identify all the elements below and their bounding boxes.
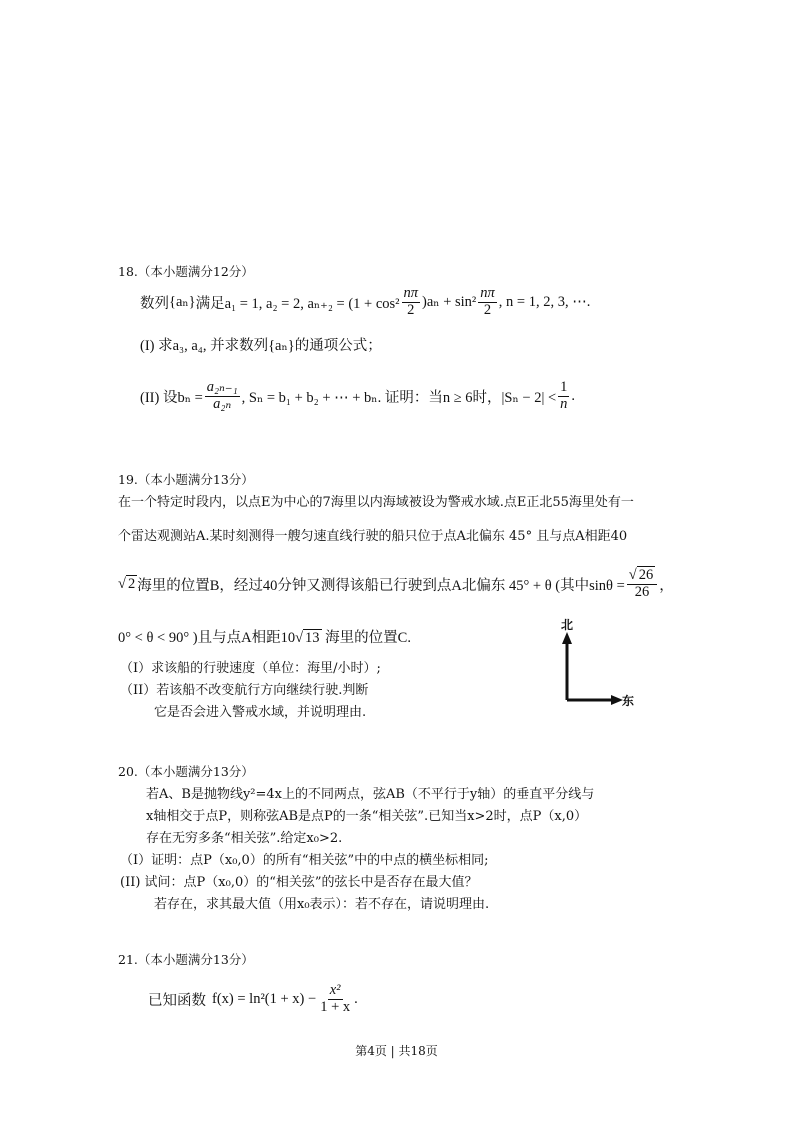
q19-line4 <box>118 626 411 647</box>
q20-line2: x轴相交于点P，则称弦AB是点P的一条“相关弦”.已知当x>2时，点P（x,0） <box>146 809 588 824</box>
q21-end: . <box>354 990 358 1007</box>
q19-line1: 在一个特定时段内，以点E为中心的7海里以内海域被设为警戒水域.点E正北55海里处有一 <box>118 495 634 510</box>
q18-part2-end: . <box>571 387 576 404</box>
q19-part1: （I）求该船的行驶速度（单位：海里/小时）; <box>120 661 381 676</box>
q18-header: 18.（本小题满分12分） <box>118 264 254 279</box>
q18-part2-fraction: $\frac{\text{a₂ₙ₋₁}}{\text{a₂ₙ}}$ <box>206 378 238 412</box>
q19-line2: 个雷达观测站A.某时刻测得一艘匀速直线行驶的船只位于点A北偏东 45° 且与点A相距40 <box>118 529 628 544</box>
q18-index-range: , n = 1, 2, 3, ⋯. <box>498 293 591 310</box>
page-footer: 第4页 | 共18页 <box>355 1044 438 1058</box>
q18-sequence: {aₙ} <box>169 293 196 310</box>
q19-line3-end: ， <box>659 577 674 594</box>
q20-header: 20.（本小题满分13分） <box>118 764 254 779</box>
q19-sin-fraction: $\frac{√ 26}{26}$ <box>627 568 657 601</box>
q20-part2: (II) 试问：点P（x₀,0）的“相关弦”的弦长中是否存在最大值？ <box>120 875 478 890</box>
q19-line3 <box>118 562 674 606</box>
q18-part2-prefix: (II) 设bₙ = <box>140 389 203 406</box>
north-label: 北 <box>561 618 574 632</box>
q19-sqrt13: √ 13 <box>295 630 320 646</box>
q18-fraction-a: $\frac{n\pi}{2}$ <box>403 284 419 318</box>
q19-sqrt2: √ 2 <box>118 575 136 592</box>
q20-line1: 若A、B是抛物线y²=4x上的不同两点，弦AB（不平行于y轴）的垂直平分线与 <box>146 787 595 802</box>
q18-prefix: 数列 <box>140 295 169 312</box>
q18-fraction-b: $\frac{n\pi}{2}$ <box>480 284 495 318</box>
q19-part2b: 它是否会进入警戒水域，并说明理由. <box>154 705 367 720</box>
q20-line3: 存在无穷多条“相关弦”.给定x₀>2. <box>146 831 343 846</box>
q19-line4-a: 0° < θ < 90° )且与点A相距10 <box>118 630 296 646</box>
q21-prefix: 已知函数 <box>148 992 206 1009</box>
q19-part2: （II）若该船不改变航行方向继续行驶.判断 <box>120 683 369 698</box>
q18-part2-statement: , Sₙ = b₁ + b₂ + ⋯ + bₙ. 证明：当n ≥ 6时，|Sₙ − 2| < <box>241 389 557 406</box>
q21-function <box>148 976 358 1022</box>
q19-line3-text: 海里的位置B，经过40分钟又测得该船已行驶到点A北偏东 45° + θ (其中sinθ = <box>137 577 625 594</box>
q21-formula: f(x) = ln²(1 + x) − <box>212 990 317 1007</box>
q18-recurrence-b: )aₙ + sin² <box>422 293 477 310</box>
q20-part1: （I）证明：点P（x₀,0）的所有“相关弦”中的中点的横坐标相同; <box>120 853 489 868</box>
q18-statement <box>140 285 590 319</box>
east-label: 东 <box>622 694 635 708</box>
q19-header: 19.（本小题满分13分） <box>118 472 254 487</box>
q18-part1: (I) 求a₃, a₄, 并求数列{aₙ}的通项公式； <box>140 338 382 354</box>
q18-recurrence: 满足a₁ = 1, a₂ = 2, aₙ₊₂ = (1 + cos² <box>195 295 400 312</box>
q18-part2 <box>140 373 575 419</box>
q18-part2-bound: $\frac{1}{n}$ <box>560 378 568 412</box>
q21-fraction: $\frac{\text{x²}}{1 + x}$ <box>320 981 351 1015</box>
q20-part2b: 若存在，求其最大值（用x₀表示）：若不存在，请说明理由. <box>154 897 490 912</box>
q21-header: 21.（本小题满分13分） <box>118 952 254 967</box>
q19-line4-b: 海里的位置C. <box>321 630 411 646</box>
compass-figure <box>553 612 648 712</box>
